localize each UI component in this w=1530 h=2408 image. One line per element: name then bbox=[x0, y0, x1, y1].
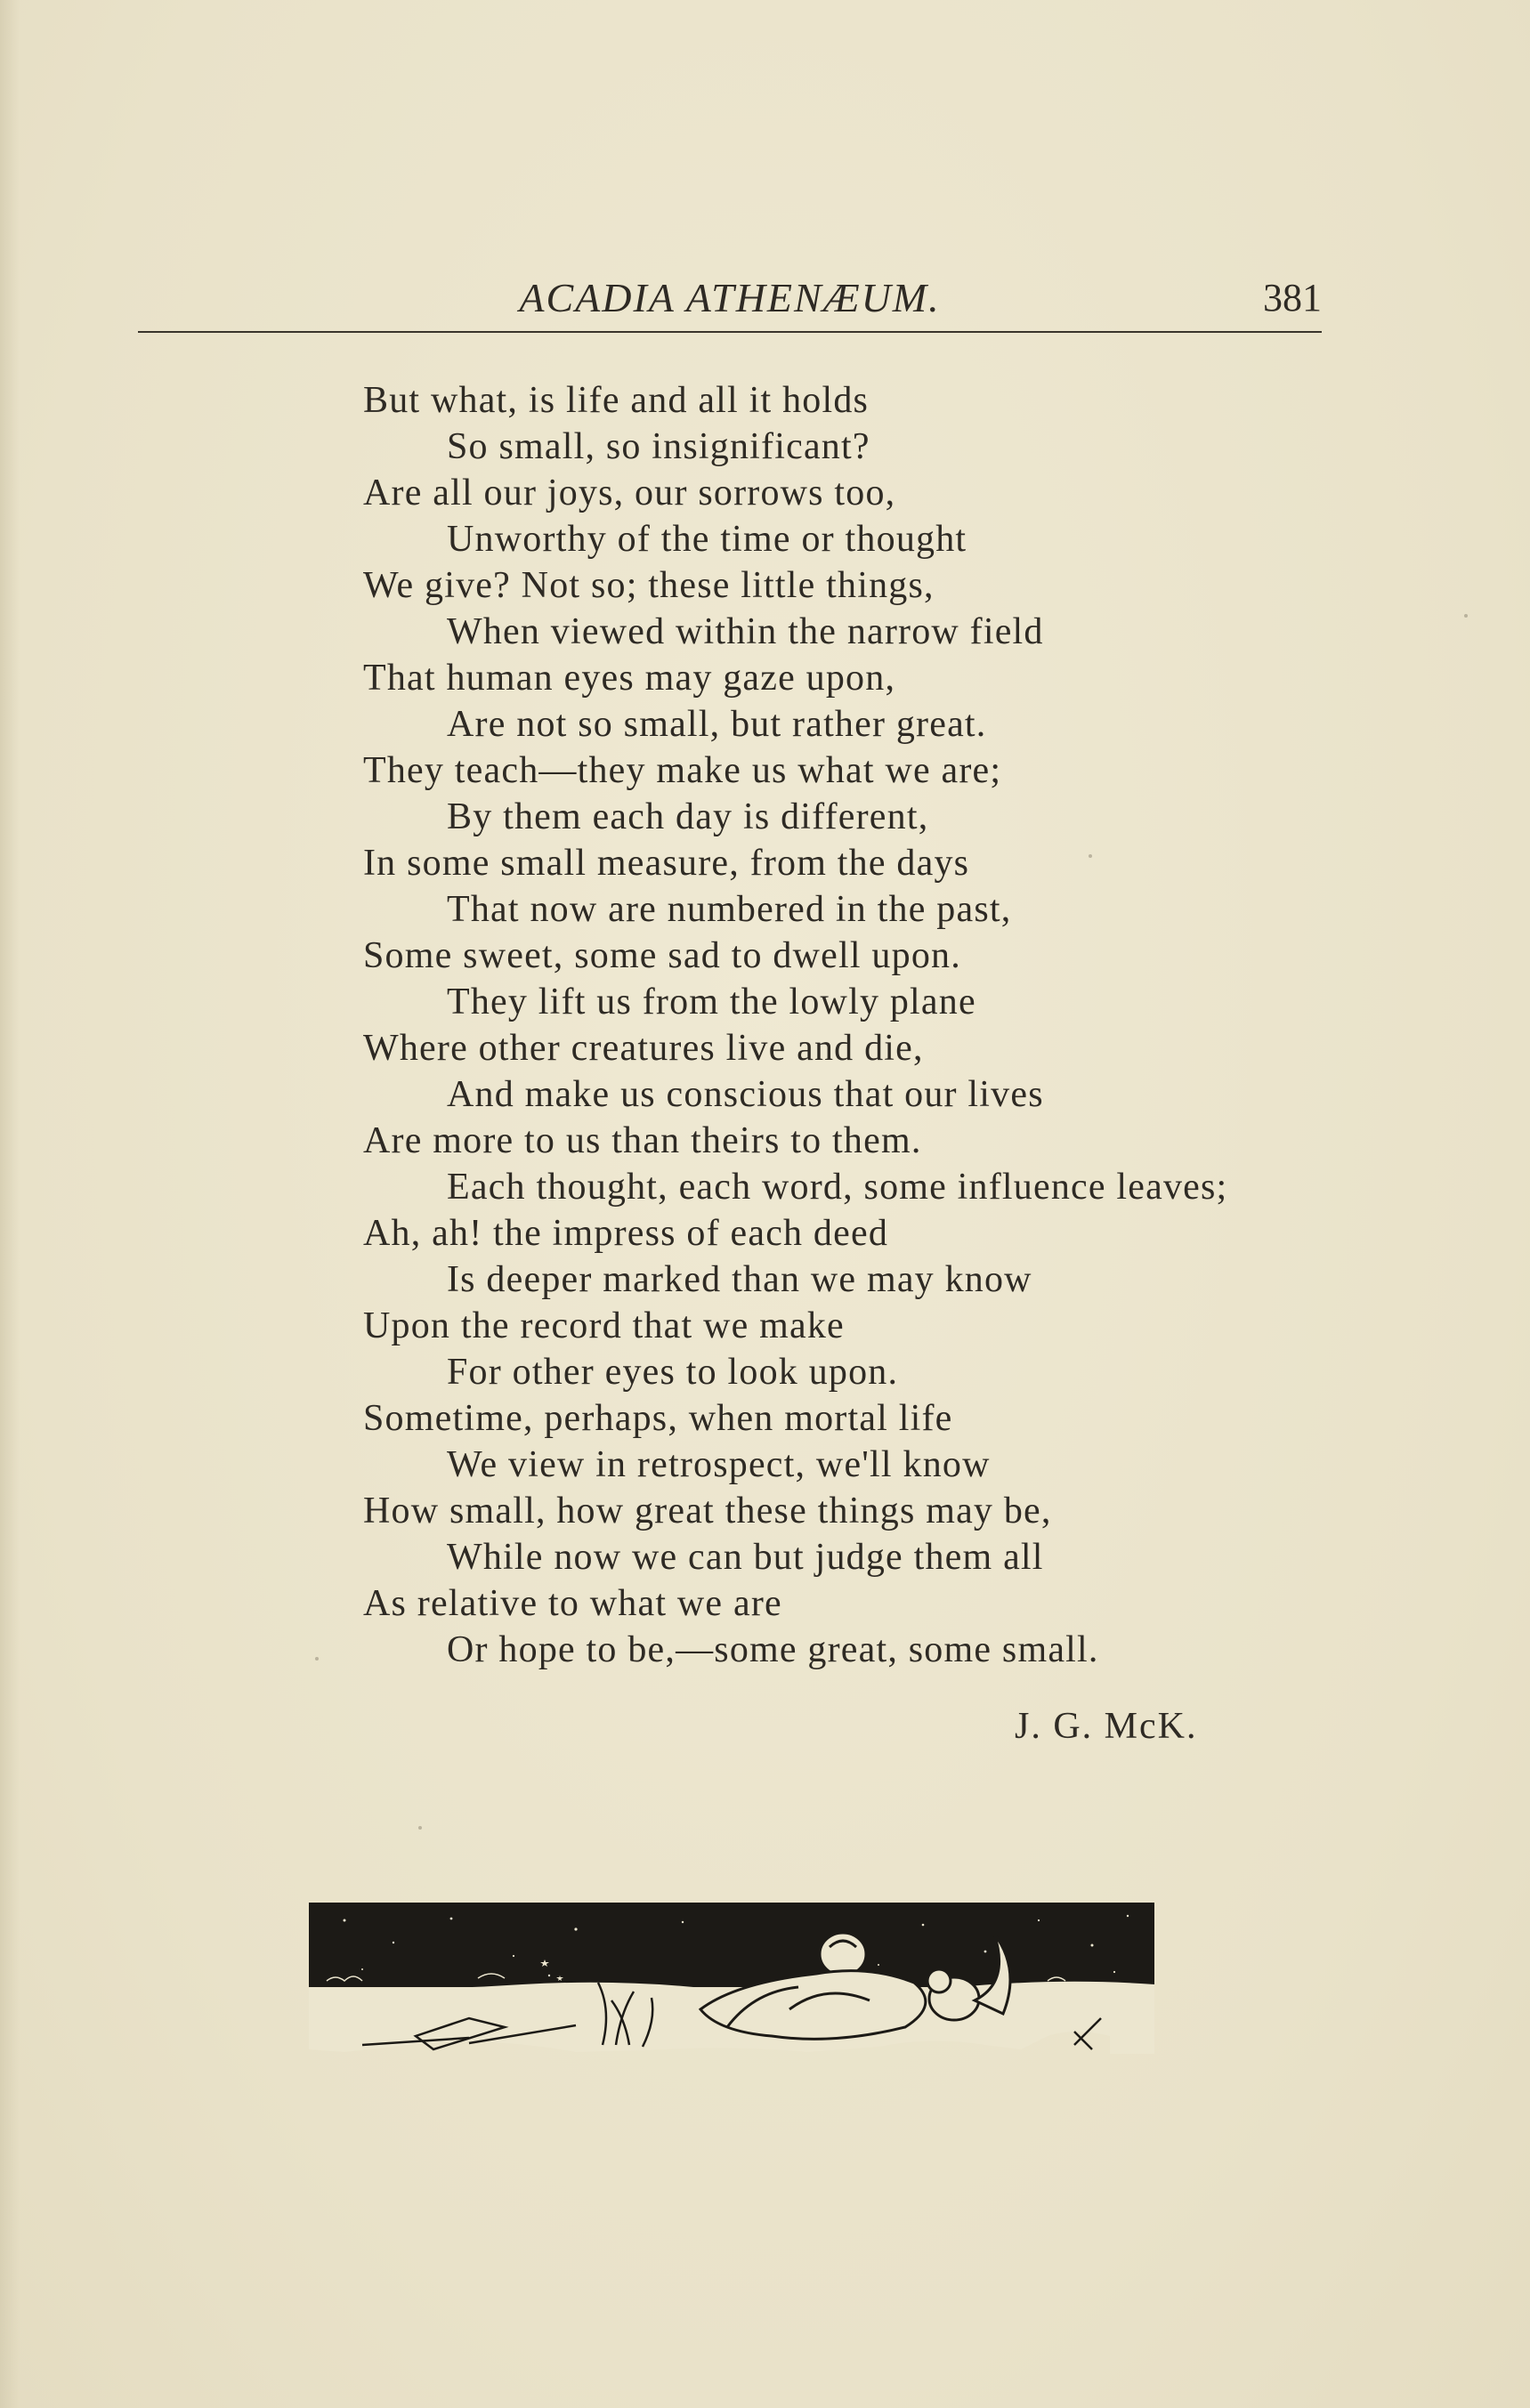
page-gutter-shadow bbox=[0, 0, 20, 2408]
poem-line: So small, so insignificant? bbox=[447, 426, 870, 467]
poem-line: We give? Not so; these little things, bbox=[363, 565, 935, 606]
poem-line: They lift us from the lowly plane bbox=[447, 982, 976, 1022]
poem-line: That now are numbered in the past, bbox=[447, 889, 1012, 930]
poem-line: By them each day is different, bbox=[447, 796, 929, 837]
poem-line: Each thought, each word, some influence leaves; bbox=[447, 1167, 1228, 1208]
paper-speck bbox=[315, 1657, 319, 1661]
page-number: 381 bbox=[1263, 276, 1322, 319]
paper-speck bbox=[1464, 614, 1468, 618]
poem-line: Upon the record that we make bbox=[363, 1305, 845, 1346]
paper-speck bbox=[1089, 854, 1092, 858]
poem-line: But what, is life and all it holds bbox=[363, 380, 870, 421]
poem-line: Is deeper marked than we may know bbox=[447, 1259, 1032, 1300]
poem-body bbox=[363, 377, 1342, 1673]
poem-line: As relative to what we are bbox=[363, 1583, 782, 1624]
poem-line: Sometime, perhaps, when mortal life bbox=[363, 1398, 953, 1439]
poem-line: Some sweet, some sad to dwell upon. bbox=[363, 935, 961, 976]
author-signature: J. G. McK. bbox=[1015, 1706, 1198, 1747]
running-title: ACADIA ATHENÆUM. bbox=[519, 275, 941, 320]
woodcut-vignette-icon bbox=[309, 1903, 1154, 2054]
poem-line: For other eyes to look upon. bbox=[447, 1352, 899, 1393]
poem-line: And make us conscious that our lives bbox=[447, 1074, 1044, 1115]
running-head bbox=[138, 267, 1322, 329]
poem-line: That human eyes may gaze upon, bbox=[363, 658, 896, 699]
poem-line: We view in retrospect, we'll know bbox=[447, 1444, 991, 1485]
poem-line: Are more to us than theirs to them. bbox=[363, 1120, 922, 1161]
poem-line: Ah, ah! the impress of each deed bbox=[363, 1213, 889, 1254]
poem-line: Where other creatures live and die, bbox=[363, 1028, 924, 1069]
paper-speck bbox=[418, 1826, 422, 1830]
poem-line: Unworthy of the time or thought bbox=[447, 519, 967, 560]
poem-line: Are all our joys, our sorrows too, bbox=[363, 473, 896, 513]
poem-line: When viewed within the narrow field bbox=[447, 611, 1044, 652]
poem-line: Or hope to be,—some great, some small. bbox=[447, 1629, 1099, 1670]
poem-line: In some small measure, from the days bbox=[363, 843, 970, 884]
poem-line: They teach—they make us what we are; bbox=[363, 750, 1002, 791]
poem-line: Are not so small, but rather great. bbox=[447, 704, 987, 745]
header-rule bbox=[138, 331, 1322, 333]
poem-line: While now we can but judge them all bbox=[447, 1537, 1044, 1578]
poem-line: How small, how great these things may be, bbox=[363, 1491, 1052, 1531]
